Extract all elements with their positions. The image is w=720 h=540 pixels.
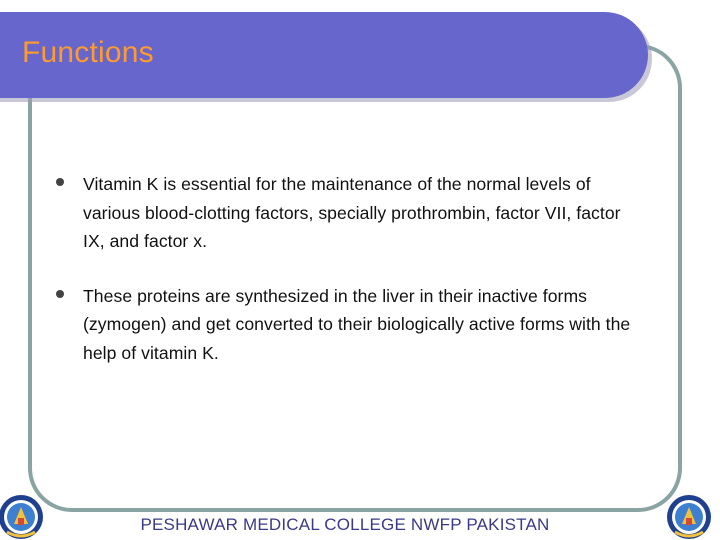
footer-text: PESHAWAR MEDICAL COLLEGE NWFP PAKISTAN [140,515,550,534]
bullet-list [56,170,636,393]
bullet-item [56,170,636,256]
bullet-item [56,282,636,368]
college-logo-icon [666,494,712,540]
bullet-text: Vitamin K is essential for the maintenance of the normal levels of various blood-clotting factors, specially prothrombin, factor VII, factor IX, and factor x. [83,174,621,251]
bullet-dot-icon [56,290,64,298]
bullet-dot-icon [56,178,64,186]
bullet-text: These proteins are synthesized in the liver in their inactive forms (zymogen) and get converted to their biologically active forms with the help of vitamin K. [83,285,631,363]
slide-title: Functions [22,36,154,69]
